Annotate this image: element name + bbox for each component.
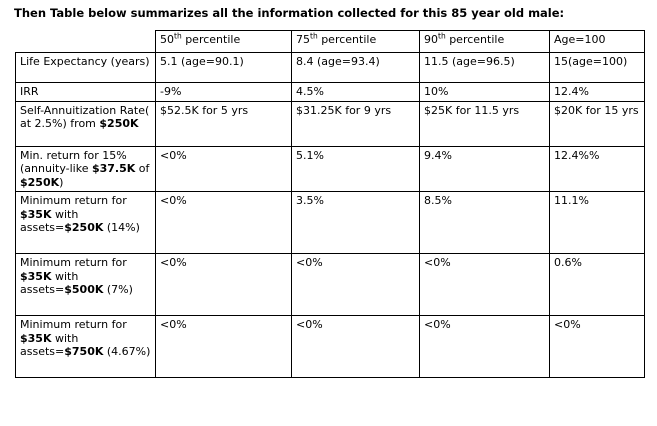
header-p90-sup: th: [438, 31, 446, 41]
cell-self-p75: $31.25K for 9 yrs: [292, 101, 420, 146]
cell-m35b-p50: <0%: [156, 254, 292, 316]
header-p75-post: percentile: [317, 33, 377, 46]
table-row: [16, 192, 645, 254]
row-label-life-expectancy: Life Expectancy (years): [16, 53, 156, 83]
row-label-min-return-15: Min. return for 15% (annuity-like $37.5K of $250K): [16, 146, 156, 192]
cell-min15-p50: <0%: [156, 146, 292, 192]
header-p50-sup: th: [174, 31, 182, 41]
header-cell-p90: [420, 31, 550, 53]
cell-m35b-p75: <0%: [292, 254, 420, 316]
cell-m35c-age100: <0%: [550, 316, 645, 378]
cell-m35b-p90: <0%: [420, 254, 550, 316]
cell-life-p50: 5.1 (age=90.1): [156, 53, 292, 83]
cell-life-p75: 8.4 (age=93.4): [292, 53, 420, 83]
header-p75-pre: 75: [296, 33, 310, 46]
cell-life-p90: 11.5 (age=96.5): [420, 53, 550, 83]
cell-m35c-p90: <0%: [420, 316, 550, 378]
row-label-min-35k-250k: Minimum return for $35K with assets=$250K (14%): [16, 192, 156, 254]
table-row: [16, 101, 645, 146]
header-p90-post: percentile: [445, 33, 505, 46]
cell-m35a-age100: 11.1%: [550, 192, 645, 254]
cell-self-age100: $20K for 15 yrs: [550, 101, 645, 146]
header-cell-age100: [550, 31, 645, 53]
summary-table: [15, 30, 645, 378]
header-p90-pre: 90: [424, 33, 438, 46]
cell-m35a-p50: <0%: [156, 192, 292, 254]
cell-m35c-p75: <0%: [292, 316, 420, 378]
cell-self-p90: $25K for 11.5 yrs: [420, 101, 550, 146]
cell-min15-p75: 5.1%: [292, 146, 420, 192]
cell-m35a-p90: 8.5%: [420, 192, 550, 254]
table-row: [16, 83, 645, 102]
cell-irr-p50: -9%: [156, 83, 292, 102]
cell-irr-p75: 4.5%: [292, 83, 420, 102]
row-label-self-annuitization: Self-Annuitization Rate( at 2.5%) from $250K: [16, 101, 156, 146]
row-label-min-35k-500k: Minimum return for $35K with assets=$500K (7%): [16, 254, 156, 316]
table-row: [16, 53, 645, 83]
row-label-min-35k-750k: Minimum return for $35K with assets=$750K (4.67%): [16, 316, 156, 378]
table-body: [16, 53, 645, 378]
cell-m35b-age100: 0.6%: [550, 254, 645, 316]
cell-self-p50: $52.5K for 5 yrs: [156, 101, 292, 146]
cell-min15-age100: 12.4%%: [550, 146, 645, 192]
cell-m35a-p75: 3.5%: [292, 192, 420, 254]
cell-m35c-p50: <0%: [156, 316, 292, 378]
table-row: [16, 316, 645, 378]
header-age100-text: Age=100: [554, 33, 606, 46]
header-cell-p50: [156, 31, 292, 53]
page-title: Then Table below summarizes all the information collected for this 85 year old male:: [14, 6, 565, 20]
cell-irr-p90: 10%: [420, 83, 550, 102]
table-header-row: [16, 31, 645, 53]
header-cell-p75: [292, 31, 420, 53]
header-p75-sup: th: [310, 31, 318, 41]
header-p50-post: percentile: [181, 33, 241, 46]
row-label-irr: IRR: [16, 83, 156, 102]
header-p50-pre: 50: [160, 33, 174, 46]
cell-life-age100: 15(age=100): [550, 53, 645, 83]
table-header: [16, 31, 645, 53]
table-row: [16, 254, 645, 316]
cell-irr-age100: 12.4%: [550, 83, 645, 102]
header-cell-blank: [16, 31, 156, 53]
cell-min15-p90: 9.4%: [420, 146, 550, 192]
table-row: [16, 146, 645, 192]
